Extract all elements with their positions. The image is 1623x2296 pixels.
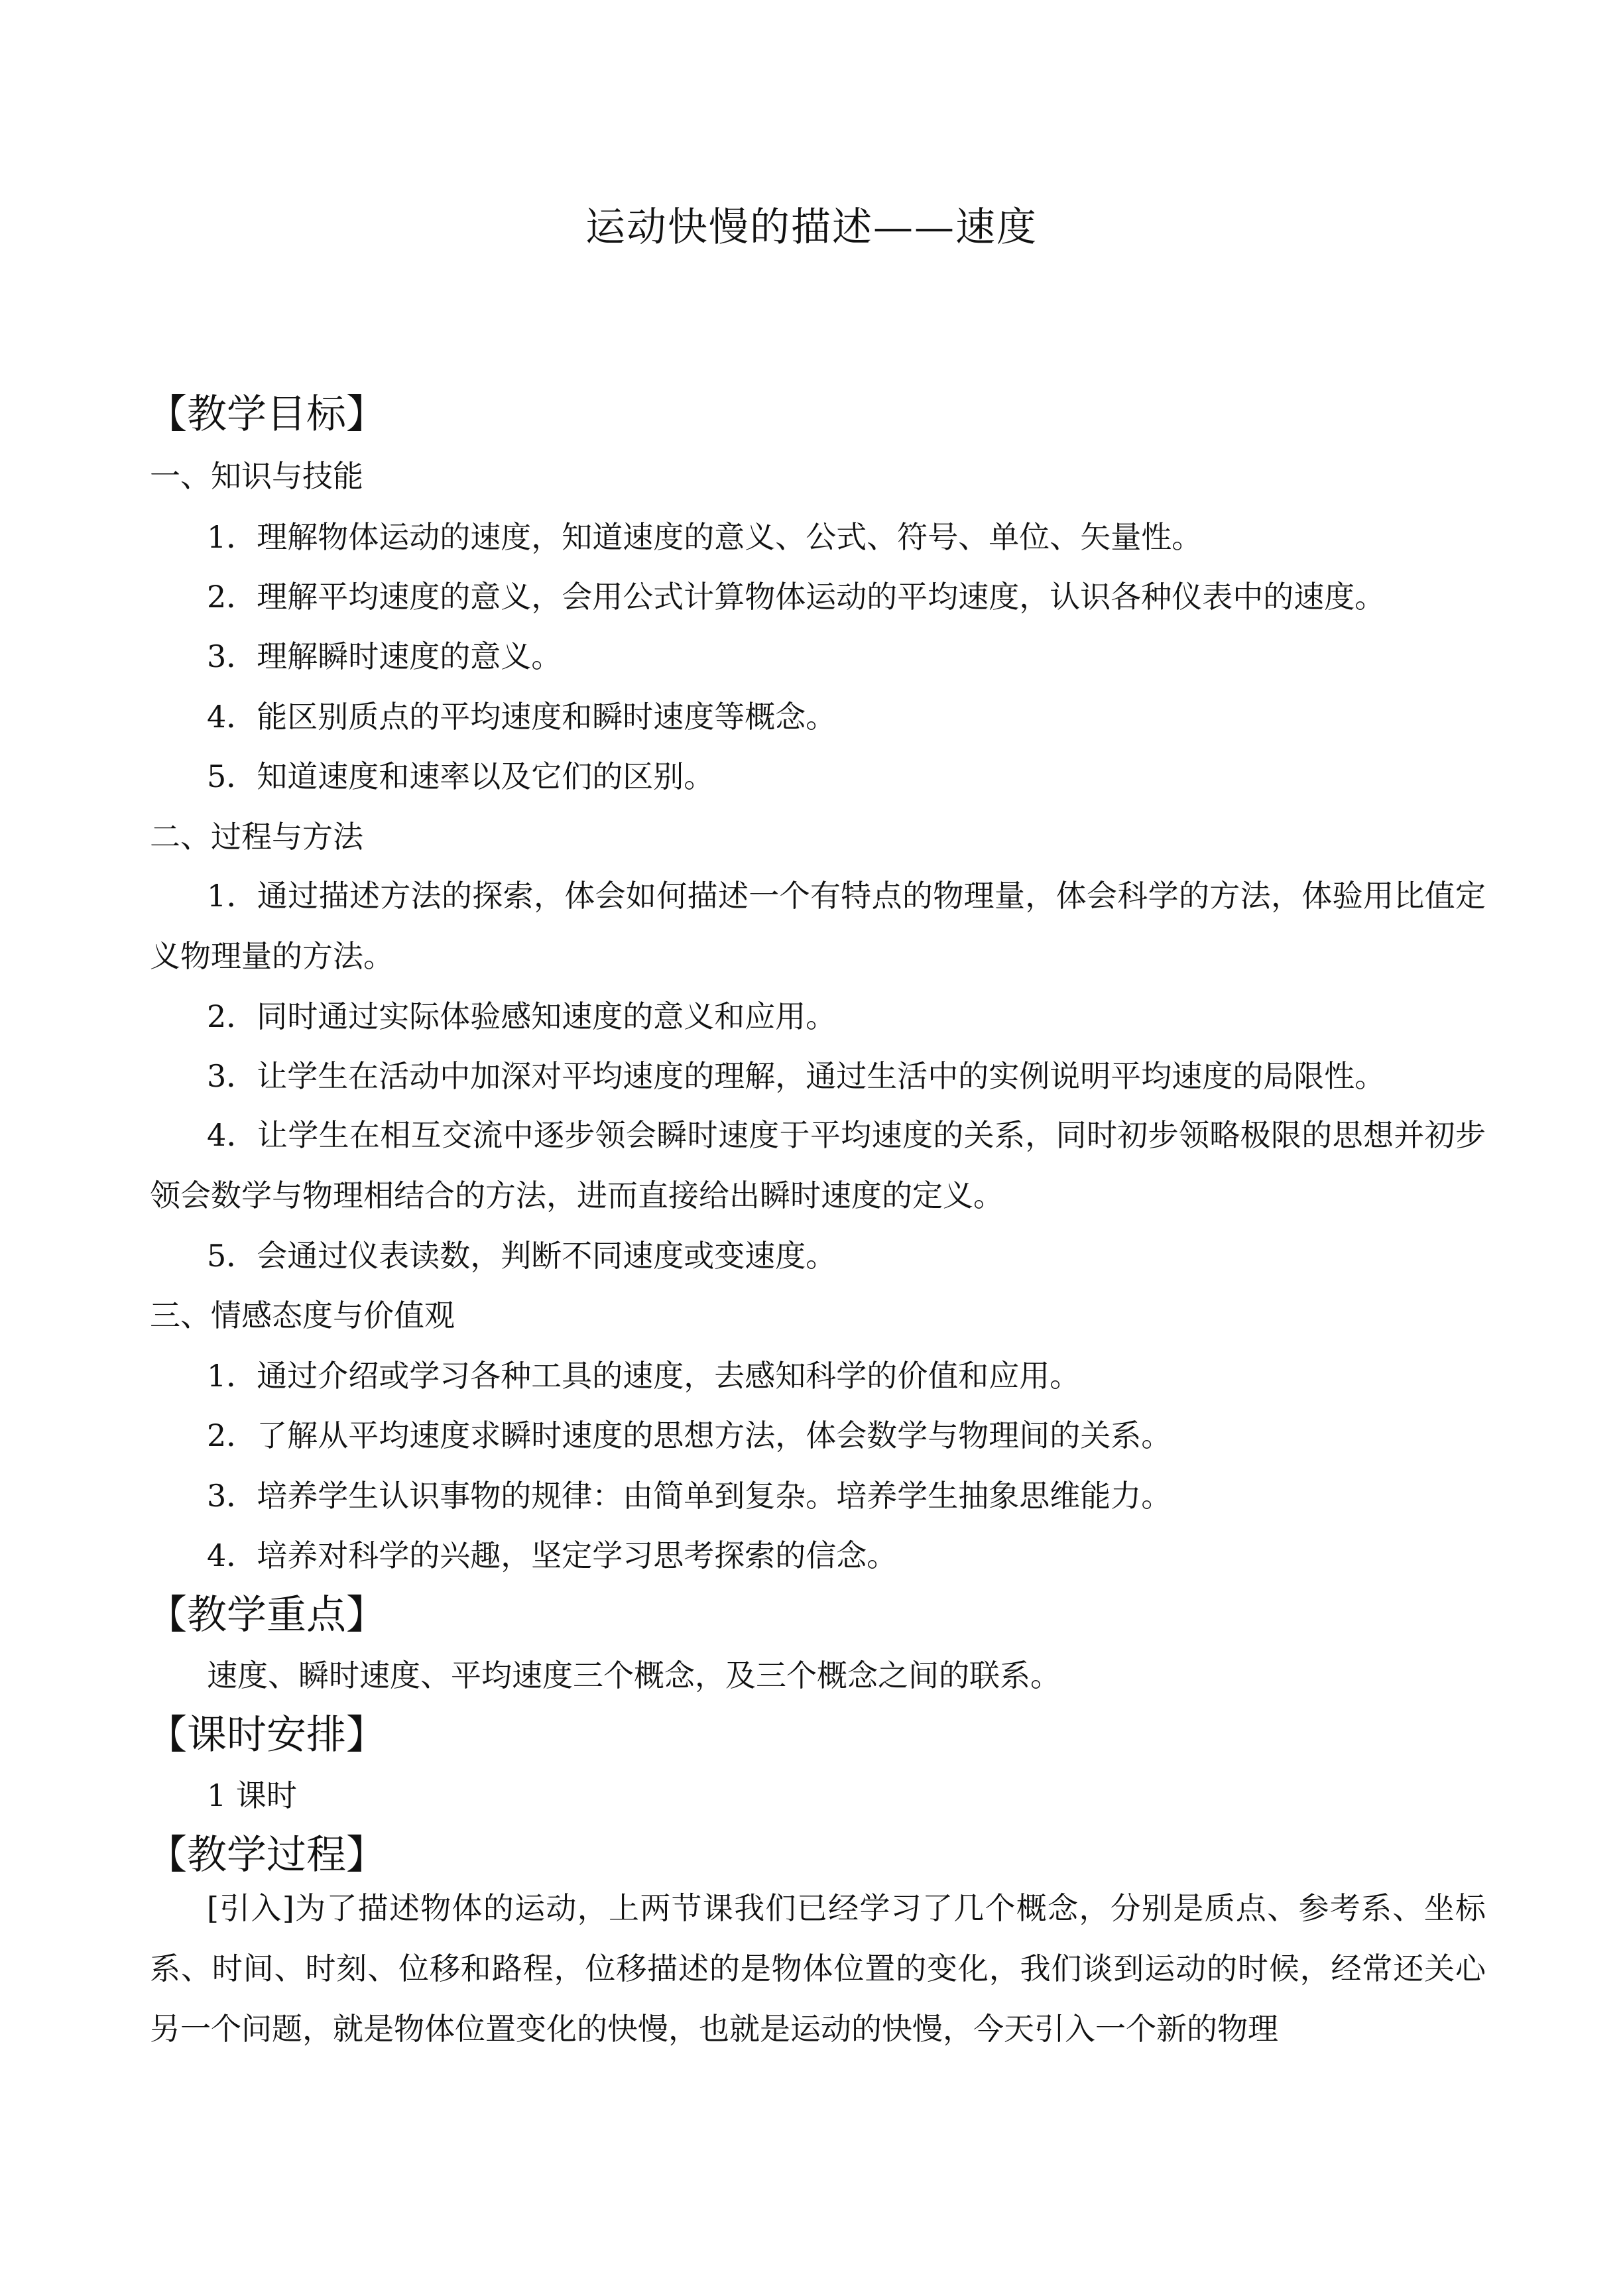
- subheading-attitude-values: 三、情感态度与价值观: [150, 1298, 455, 1333]
- key-points-text: 速度、瞬时速度、平均速度三个概念，及三个概念之间的联系。: [207, 1658, 1061, 1693]
- list-item: 1．通过介绍或学习各种工具的速度，去感知科学的价值和应用。: [207, 1358, 1081, 1394]
- list-item: 1．理解物体运动的速度，知道速度的意义、公式、符号、单位、矢量性。: [207, 519, 1203, 555]
- list-item: 3．理解瞬时速度的意义。: [207, 638, 562, 674]
- list-item: 3．让学生在活动中加深对平均速度的理解，通过生活中的实例说明平均速度的局限性。: [207, 1058, 1386, 1094]
- process-intro-paragraph: [引入]为了描述物体的运动，上两节课我们已经学习了几个概念，分别是质点、参考系、坐标系、时间、时刻、位移和路程，位移描述的是物体位置的变化，我们谈到运动的时候，经常还关心另一个问题，就是物体位置变化的快慢，也就是运动的快慢，今天引入一个新的物理: [150, 1890, 1486, 2047]
- section-heading-objectives: 【教学目标】: [147, 391, 386, 438]
- schedule-text: 1 课时: [207, 1778, 297, 1813]
- list-item: 4．让学生在相互交流中逐步领会瞬时速度于平均速度的关系，同时初步领略极限的思想并初步领会数学与物理相结合的方法，进而直接给出瞬时速度的定义。: [150, 1117, 1486, 1213]
- list-item: 2．了解从平均速度求瞬时速度的思想方法，体会数学与物理间的关系。: [207, 1418, 1172, 1453]
- document-title: 运动快慢的描述——速度: [585, 204, 1038, 251]
- list-item: 2．理解平均速度的意义，会用公式计算物体运动的平均速度，认识各种仪表中的速度。: [207, 579, 1386, 615]
- list-item: 2．同时通过实际体验感知速度的意义和应用。: [207, 998, 837, 1034]
- list-item: 5．会通过仪表读数，判断不同速度或变速度。: [207, 1238, 837, 1274]
- section-heading-process: 【教学过程】: [147, 1832, 386, 1878]
- subheading-process-method: 二、过程与方法: [150, 819, 363, 855]
- subheading-knowledge-skills: 一、知识与技能: [150, 458, 363, 494]
- section-heading-key-points: 【教学重点】: [147, 1592, 386, 1638]
- list-item: 4．能区别质点的平均速度和瞬时速度等概念。: [207, 699, 837, 735]
- list-item: 3．培养学生认识事物的规律：由简单到复杂。培养学生抽象思维能力。: [207, 1478, 1172, 1514]
- section-heading-schedule: 【课时安排】: [147, 1712, 386, 1758]
- list-item: 4．培养对科学的兴趣，坚定学习思考探索的信念。: [207, 1538, 898, 1573]
- list-item: 5．知道速度和速率以及它们的区别。: [207, 758, 715, 794]
- list-item: 1．通过描述方法的探索，体会如何描述一个有特点的物理量，体会科学的方法，体验用比值定义物理量的方法。: [150, 878, 1486, 974]
